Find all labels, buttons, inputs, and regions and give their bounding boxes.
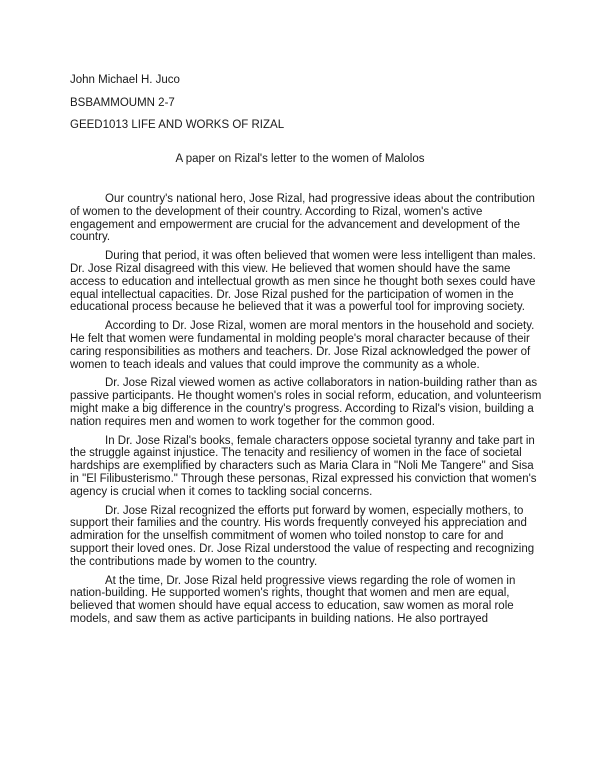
paragraph: According to Dr. Jose Rizal, women are moral mentors in the household and society. He felt that women were fundamental in molding people's moral character because of their caring responsibilities as mothers and teachers. Dr. Jose Rizal acknowledged the power of women to teach ideals and values that could improve the community as a whole. xyxy=(70,320,535,371)
paragraph: During that period, it was often believed that women were less intelligent than males. Dr. Jose Rizal disagreed with this view. He believed that women should have the same access to education and intellectual growth as men since he thought both sexes could have equal intellectual capacities. Dr. Jose Rizal pushed for the participation of women in the educational process because he believed that it was a powerful tool for improving society. xyxy=(70,250,536,314)
course-title: GEED1013 LIFE AND WORKS OF RIZAL xyxy=(70,119,285,131)
paragraph: Dr. Jose Rizal recognized the efforts put forward by women, especially mothers, to support their families and the country. His words frequently conveyed his appreciation and admiration for the unselfish commitment of women who toiled nonstop to care for and support their loved ones. Dr. Jose Rizal understood the value of respecting and recognizing the contributions made by women to the country. xyxy=(70,504,535,568)
author-name: John Michael H. Juco xyxy=(70,74,180,86)
body-text xyxy=(70,193,542,632)
paragraph: At the time, Dr. Jose Rizal held progressive views regarding the role of women in nation-building. He supported women's rights, thought that women and men are equal, believed that women should have equal access to education, saw women as moral role models, and saw them as active participants in building nations. He also portrayed xyxy=(70,574,516,625)
paper-title: A paper on Rizal's letter to the women of Malolos xyxy=(175,153,425,165)
paragraph: In Dr. Jose Rizal's books, female characters oppose societal tyranny and take part in the struggle against injustice. The tenacity and resiliency of women in the face of societal hardships are exemplified by characters such as Maria Clara in "Noli Me Tangere" and Sisa in "El Filibusterismo." Through these personas, Rizal expressed his conviction that women's agency is crucial when it comes to tackling social concerns. xyxy=(70,434,537,498)
paragraph: Dr. Jose Rizal viewed women as active collaborators in nation-building rather than as passive participants. He thought women's roles in social reform, education, and volunteerism might make a big difference in the country's progress. According to Rizal's vision, building a nation requires men and women to work together for the common good. xyxy=(70,377,542,428)
paragraph: Our country's national hero, Jose Rizal, had progressive ideas about the contribution of women to the development of their country. According to Rizal, women's active engagement and empowerment are crucial for the advancement and development of the country. xyxy=(70,193,535,244)
course-section: BSBAMMOUMN 2-7 xyxy=(70,97,175,109)
